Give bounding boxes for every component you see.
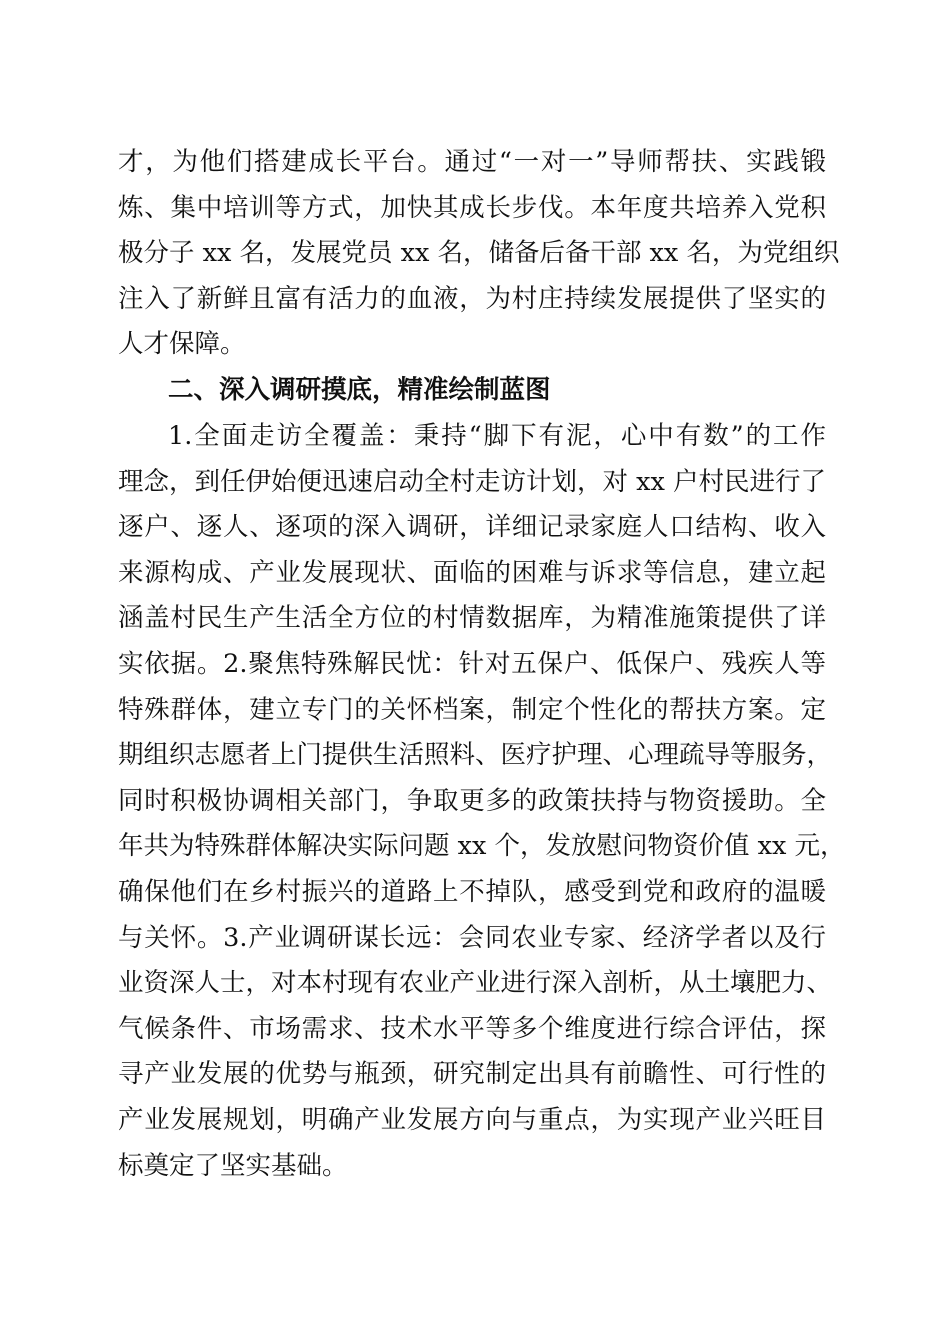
text-line: 注入了新鲜且富有活力的血液，为村庄持续发展提供了坚实的 (118, 283, 826, 314)
text-line: 同时积极协调相关部门，争取更多的政策扶持与物资援助。全 (118, 785, 826, 816)
section-heading-block (118, 368, 826, 414)
text-line: 气候条件、市场需求、技术水平等多个维度进行综合评估，探 (118, 1013, 826, 1044)
text-line: 涵盖村民生产生活全方位的村情数据库，为精准施策提供了详 (118, 603, 826, 634)
text-line: 来源构成、产业发展现状、面临的困难与诉求等信息，建立起 (118, 557, 826, 588)
text-line: 理念，到任伊始便迅速启动全村走访计划，对 xx 户村民进行了 (118, 466, 826, 497)
text-line: 确保他们在乡村振兴的道路上不掉队，感受到党和政府的温暖 (118, 876, 826, 907)
text-line: 极分子 xx 名，发展党员 xx 名，储备后备干部 xx 名，为党组织 (118, 238, 840, 269)
text-line: 才，为他们搭建成长平台。通过“一对一”导师帮扶、实践锻 (118, 147, 826, 177)
text-line: 1.全面走访全覆盖：秉持“脚下有泥，心中有数”的工作 (168, 421, 826, 451)
text-line: 期组织志愿者上门提供生活照料、医疗护理、心理疏导等服务， (118, 740, 833, 771)
text-line: 产业发展规划，明确产业发展方向与重点，为实现产业兴旺目 (118, 1104, 826, 1135)
text-line: 年共为特殊群体解决实际问题 xx 个，发放慰问物资价值 xx 元， (118, 831, 846, 862)
text-line: 逐户、逐人、逐项的深入调研，详细记录家庭人口结构、收入 (118, 512, 826, 543)
text-line: 标奠定了坚实基础。 (118, 1150, 348, 1181)
text-line: 寻产业发展的优势与瓶颈，研究制定出具有前瞻性、可行性的 (118, 1059, 826, 1090)
text-line: 炼、集中培训等方式，加快其成长步伐。本年度共培养入党积 (118, 192, 826, 223)
section-heading: 二、深入调研摸底，精准绘制蓝图 (168, 375, 551, 405)
paragraph-talent-cultivation (118, 140, 840, 368)
text-line: 业资深人士，对本村现有农业产业进行深入剖析，从土壤肥力、 (118, 968, 833, 999)
text-line: 人才保障。 (118, 329, 246, 360)
text-line: 特殊群体，建立专门的关怀档案，制定个性化的帮扶方案。定 (118, 694, 826, 725)
text-line: 与关怀。3.产业调研谋长远：会同农业专家、经济学者以及行 (118, 922, 826, 953)
text-line: 实依据。2.聚焦特殊解民忧：针对五保户、低保户、残疾人等 (118, 648, 826, 679)
paragraph-survey (118, 414, 846, 1189)
